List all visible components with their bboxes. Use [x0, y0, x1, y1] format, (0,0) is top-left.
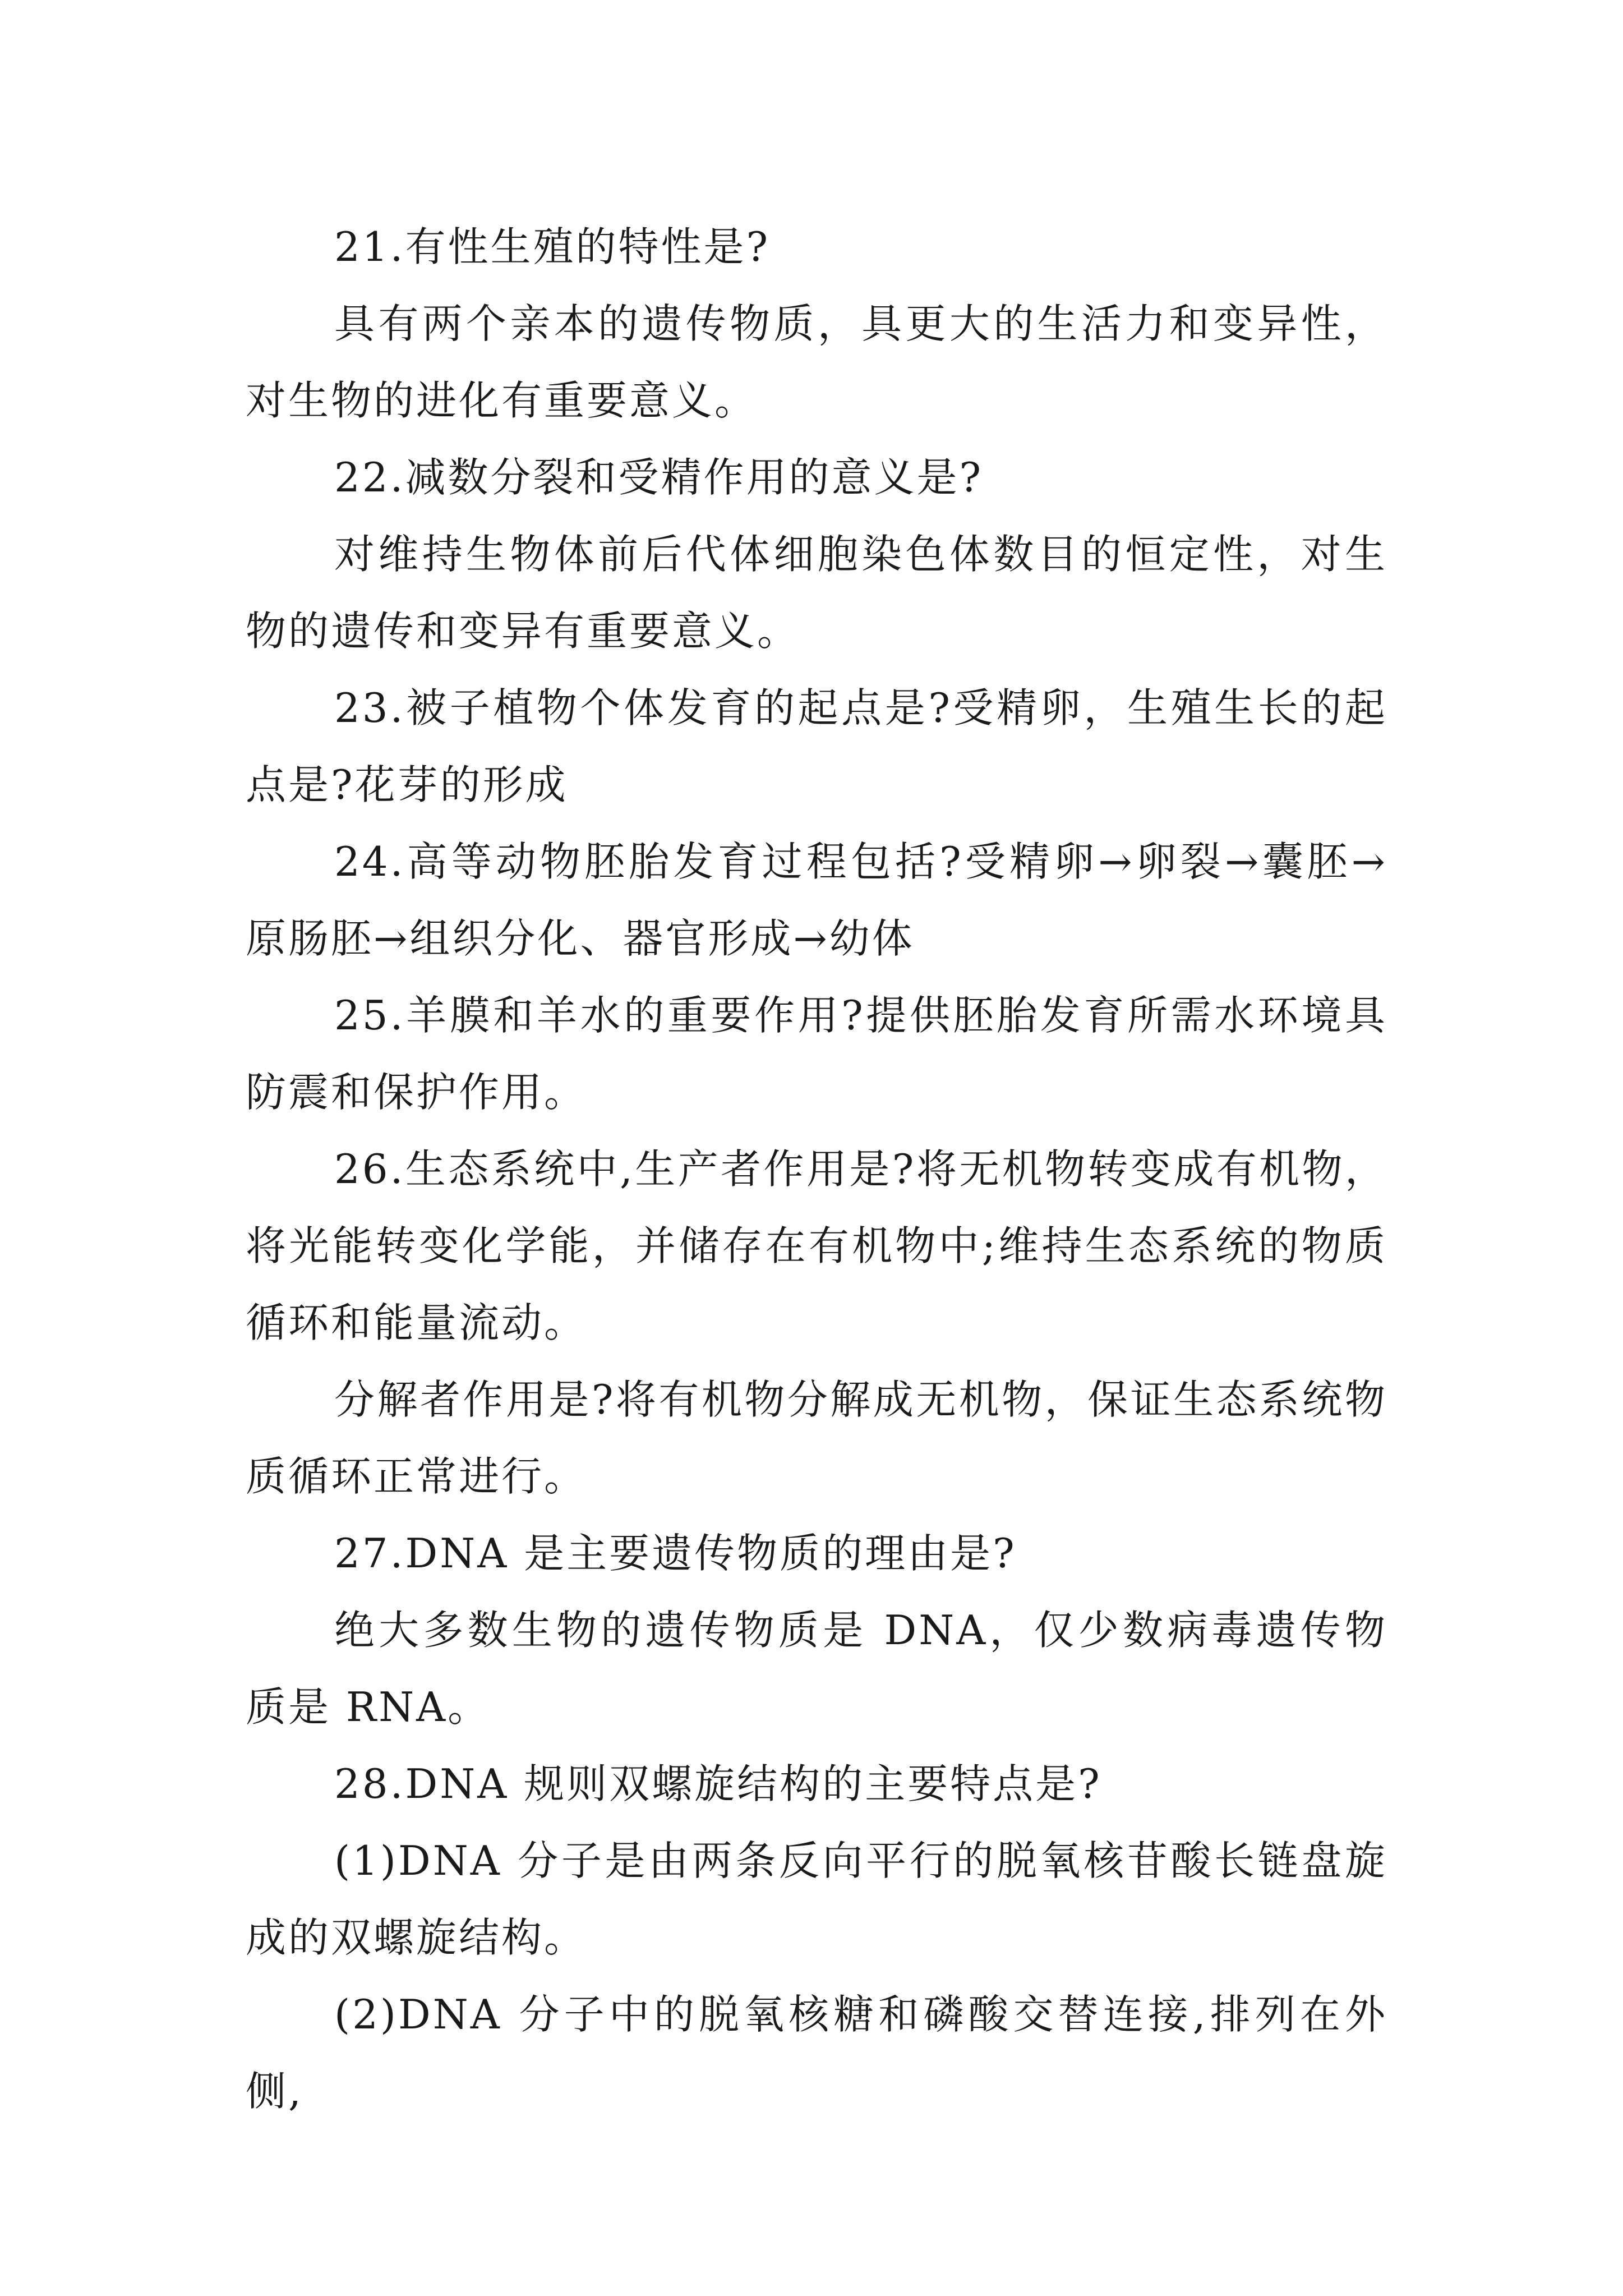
- answer-28-point-1: (1)DNA 分子是由两条反向平行的脱氧核苷酸长链盘旋成的双螺旋结构。: [246, 1837, 1387, 1961]
- question-28: 28.DNA 规则双螺旋结构的主要特点是?: [334, 1760, 1102, 1807]
- answer-28-point-2: (2)DNA 分子中的脱氧核糖和磷酸交替连接,排列在外侧,: [246, 1991, 1387, 2115]
- question-21: 21.有性生殖的特性是?: [334, 223, 771, 270]
- question-answer-25: 25.羊膜和羊水的重要作用?提供胚胎发育所需水环境具防震和保护作用。: [246, 992, 1387, 1116]
- document-body: [246, 209, 1387, 2130]
- question-answer-23: 23.被子植物个体发育的起点是?受精卵，生殖生长的起点是?花芽的形成: [246, 684, 1387, 808]
- answer-21: 具有两个亲本的遗传物质，具更大的生活力和变异性，对生物的进化有重要意义。: [246, 300, 1387, 424]
- answer-26-decomposer: 分解者作用是?将有机物分解成无机物，保证生态系统物质循环正常进行。: [246, 1376, 1387, 1500]
- question-22: 22.减数分裂和受精作用的意义是?: [334, 454, 984, 501]
- question-27: 27.DNA 是主要遗传物质的理由是?: [334, 1530, 1017, 1577]
- answer-22: 对维持生物体前后代体细胞染色体数目的恒定性，对生物的遗传和变异有重要意义。: [246, 531, 1387, 655]
- answer-27: 绝大多数生物的遗传物质是 DNA，仅少数病毒遗传物质是 RNA。: [246, 1607, 1387, 1731]
- question-answer-24: 24.高等动物胚胎发育过程包括?受精卵→卵裂→囊胚→原肠胚→组织分化、器官形成→幼体: [246, 838, 1387, 962]
- question-answer-26-producer: 26.生态系统中,生产者作用是?将无机物转变成有机物，将光能转变化学能，并储存在有机物中;维持生态系统的物质循环和能量流动。: [246, 1145, 1387, 1346]
